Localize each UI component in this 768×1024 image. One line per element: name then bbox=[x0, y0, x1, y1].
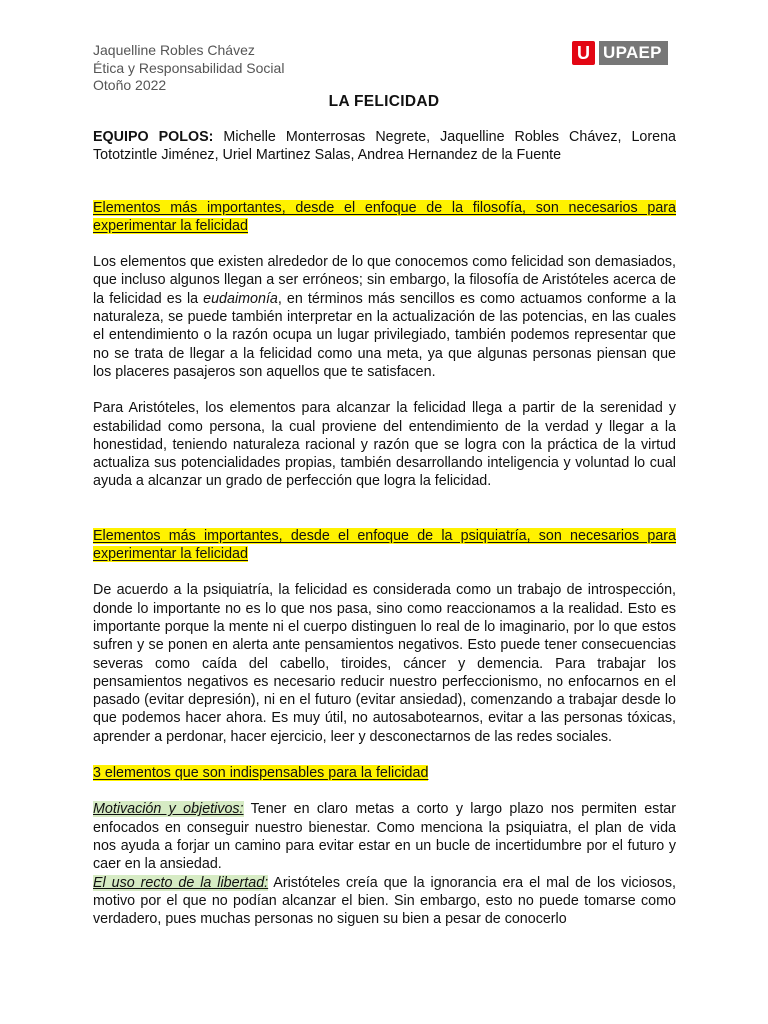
element-item-1 bbox=[93, 800, 676, 873]
team-paragraph bbox=[93, 128, 676, 165]
philosophy-paragraph-1 bbox=[93, 253, 676, 381]
section-heading-psychiatry-text: Elementos más importantes, desde el enfoque de la psiquiatría, son necesarios para experimentar la felicidad bbox=[93, 527, 676, 563]
term-label: Otoño 2022 bbox=[93, 77, 167, 93]
section-heading-philosophy-text: Elementos más importantes, desde el enfoque de la filosofía, son necesarios para experimentar la felicidad bbox=[93, 199, 676, 234]
section-heading-psychiatry bbox=[93, 527, 676, 564]
section-heading-elements-text: 3 elementos que son indispensables para la felicidad bbox=[93, 765, 429, 782]
philosophy-paragraph-2: Para Aristóteles, los elementos para alcanzar la felicidad llega a partir de la serenidad y estabilidad como persona, la cual proviene del entendimiento de la verdad y llegar a la honestidad, teniendo naturaleza racional y razón que se logra con la práctica de la virtud actualiza sus potencialidades propias, también desarrollando inteligencia y voluntad lo cual ayuda a alcanzar un grado de perfección que logra la felicidad. bbox=[93, 400, 676, 490]
page-title: LA FELICIDAD bbox=[328, 93, 440, 110]
section-heading-philosophy bbox=[93, 199, 676, 236]
logo-mark: U bbox=[572, 41, 595, 65]
element-item-1-text: Tener en claro metas a corto y largo plazo nos permiten estar enfocados en conseguir nuestro bienestar. Como menciona la psiquiatra, el plan de vida nos ayuda a forjar un camino para evitar estar en un bucle de incertidumbre por el futuro y caer en la ansiedad. bbox=[93, 801, 677, 873]
course-name: Ética y Responsabilidad Social bbox=[93, 59, 285, 76]
team-label: EQUIPO POLOS: bbox=[93, 129, 214, 145]
eudaimonia-term: eudaimonía bbox=[203, 290, 278, 307]
logo-wordmark: UPAEP bbox=[599, 41, 668, 65]
upaep-logo bbox=[572, 41, 668, 65]
author-name: Jaquelline Robles Chávez bbox=[93, 42, 255, 58]
document-body bbox=[93, 128, 676, 928]
psychiatry-paragraph: De acuerdo a la psiquiatría, la felicidad es considerada como un trabajo de introspección, donde lo importante no es lo que nos pasa, sino como reaccionamos a la realidad. Esto es importante porque la mente ni el cuerpo distinguen lo real de lo imaginario, por lo que estos sufren y se ponen en alerta ante pensamientos negativos. Esto puede tener consecuencias severas como caída del cabello, tiroides, cáncer y demencia. Para trabajar los pensamientos negativos es necesario reducir nuestro perfeccionismo, no enfocarnos en el pasado (evitar depresión), ni en el futuro (evitar ansiedad), comenzando a trabajar desde lo que podemos hacer ahora. Es muy útil, no autosabotearnos, evitar a las personas tóxicas, aprender a perdonar, hacer ejercicio, leer y desconectarnos de las redes sociales. bbox=[93, 582, 676, 745]
section-heading-elements bbox=[93, 764, 676, 782]
element-item-1-label: Motivación y objetivos: bbox=[93, 801, 244, 818]
philosophy-p1-text-a: Los elementos que existen alrededor de lo que conocemos como felicidad son demasiados, que incluso algunos llegan a ser erróneos; sin embargo, la filosofía de Aristóteles acerca de la felicidad es la bbox=[93, 254, 676, 307]
team-members: Michelle Monterrosas Negrete, Jaquelline Robles Chávez, Lorena Tototzintle Jiménez, Uriel Martinez Salas, Andrea Hernandez de la Fuente bbox=[93, 129, 677, 164]
element-item-2 bbox=[93, 874, 676, 929]
document-header bbox=[93, 42, 284, 95]
philosophy-p1-text-b: , en términos más sencillos es como actuamos conforme a la naturaleza, se puede también interpretar en la actualización de las potencias, en las cuales el entendimiento o la razón ocupa un lugar privilegiado, también podemos representar que no se trata de llegar a la felicidad como una meta, ya que algunas personas piensan que los placeres pasajeros son aquellos que te satisfacen. bbox=[93, 290, 676, 380]
element-item-2-text: Aristóteles creía que la ignorancia era el mal de los viciosos, motivo por el que no podían alcanzar el bien. Sin embargo, esto no puede tomarse como verdadero, pues muchas personas no siguen su bien a pesar de conocerlo bbox=[93, 874, 676, 928]
element-item-2-label: El uso recto de la libertad: bbox=[93, 874, 269, 891]
